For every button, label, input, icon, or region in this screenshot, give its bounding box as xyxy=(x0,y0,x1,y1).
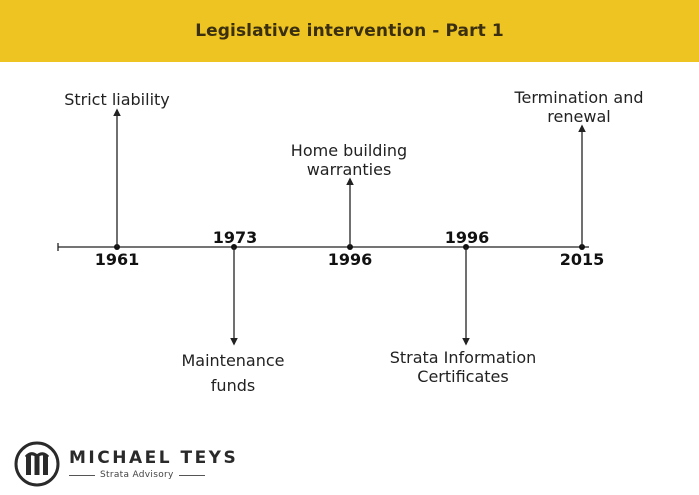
event-label-line: renewal xyxy=(547,107,611,126)
event-label-1961 xyxy=(52,90,182,109)
page-title: Legislative intervention - Part 1 xyxy=(195,21,504,41)
logo-rule-right xyxy=(179,475,205,476)
logo-rule-left xyxy=(69,475,95,476)
event-label-1996-a xyxy=(266,141,432,179)
year-label-1996-a: 1996 xyxy=(327,250,373,269)
m-monogram-icon xyxy=(14,441,60,487)
company-logo xyxy=(14,441,238,487)
logo-subtitle: Strata Advisory xyxy=(100,470,174,480)
year-label-1973: 1973 xyxy=(212,228,258,247)
event-label-line: Home building xyxy=(290,141,408,160)
event-label-line: Maintenance xyxy=(181,351,285,370)
event-label-line: funds xyxy=(210,376,256,395)
year-label-1996-b: 1996 xyxy=(444,228,490,247)
event-label-line: Certificates xyxy=(417,367,509,386)
event-label-line: warranties xyxy=(306,160,392,179)
event-label-line: Strata Information xyxy=(389,348,537,367)
event-label-line: Strict liability xyxy=(64,90,170,109)
year-label-1961: 1961 xyxy=(94,250,140,269)
year-label-2015: 2015 xyxy=(559,250,605,269)
event-label-1996-b xyxy=(370,348,556,386)
event-label-2015 xyxy=(496,88,662,126)
event-label-1973 xyxy=(163,348,303,398)
logo-name: MICHAEL TEYS xyxy=(69,448,239,468)
event-label-line: Termination and xyxy=(514,88,644,107)
